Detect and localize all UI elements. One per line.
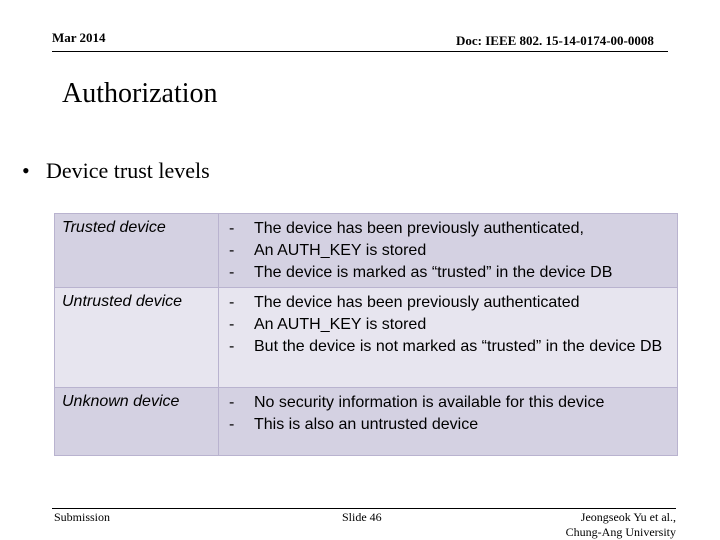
list-item — [229, 336, 673, 358]
table-row — [55, 288, 678, 388]
footer-author — [566, 510, 676, 540]
dash-bullet: - — [229, 242, 235, 259]
list-item — [229, 292, 673, 314]
trust-levels-table — [54, 213, 678, 456]
dash-bullet: - — [229, 338, 235, 355]
list-item — [229, 240, 673, 262]
dash-bullet: - — [229, 294, 235, 311]
list-item — [229, 392, 673, 414]
bullet-text: Device trust levels — [46, 158, 210, 183]
device-type-cell: Untrusted device — [55, 288, 219, 388]
description-line: An AUTH_KEY is stored — [254, 242, 427, 259]
description-line: This is also an untrusted device — [254, 416, 479, 433]
device-type-cell: Unknown device — [55, 388, 219, 456]
description-line: The device is marked as “trusted” in the device DB — [254, 264, 613, 281]
dash-bullet: - — [229, 394, 235, 411]
description-line: No security information is available for this device — [254, 394, 605, 411]
description-cell — [219, 388, 678, 456]
description-line: But the device is not marked as “trusted” in the device DB — [254, 338, 663, 355]
dash-bullet: - — [229, 316, 235, 333]
list-item — [229, 218, 673, 240]
dash-bullet: - — [229, 220, 235, 237]
footer-rule — [52, 508, 676, 509]
device-type-cell: Trusted device — [55, 214, 219, 288]
slide-title: Authorization — [62, 78, 218, 109]
description-cell — [219, 214, 678, 288]
list-item — [229, 414, 673, 436]
header-rule — [52, 51, 668, 52]
author-name: Jeongseok Yu et al., — [580, 510, 676, 524]
bullet-dot-icon: • — [22, 158, 30, 183]
list-item — [229, 262, 673, 284]
description-line: The device has been previously authenticated, — [254, 220, 584, 237]
table-row — [55, 388, 678, 456]
header-doc-id: Doc: IEEE 802. 15-14-0174-00-0008 — [456, 33, 654, 48]
table-row — [55, 214, 678, 288]
author-affiliation: Chung-Ang University — [565, 525, 676, 539]
footer-slide-number: Slide 46 — [342, 510, 382, 524]
description-line: The device has been previously authenticated — [254, 294, 580, 311]
dash-bullet: - — [229, 264, 235, 281]
dash-bullet: - — [229, 416, 235, 433]
header-date: Mar 2014 — [52, 30, 106, 45]
description-cell — [219, 288, 678, 388]
footer-submission: Submission — [54, 510, 111, 524]
list-item — [229, 314, 673, 336]
description-line: An AUTH_KEY is stored — [254, 316, 427, 333]
bullet-item — [22, 158, 210, 184]
